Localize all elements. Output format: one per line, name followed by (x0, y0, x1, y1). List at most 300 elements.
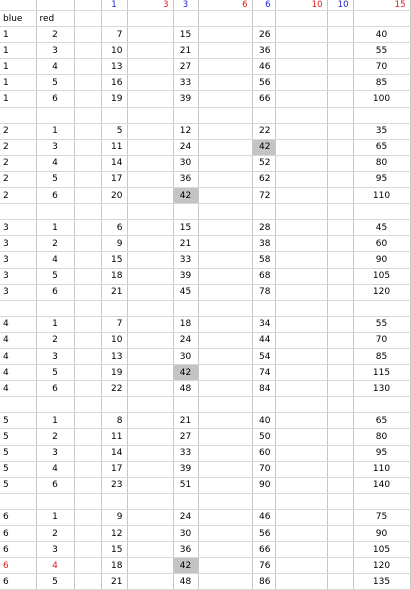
empty-cell[interactable] (198, 574, 252, 590)
value-cell-6[interactable]: 46 (252, 509, 275, 525)
value-cell-6[interactable]: 22 (252, 123, 275, 139)
value-cell-6[interactable]: 76 (252, 558, 275, 574)
value-cell-6[interactable]: 36 (252, 43, 275, 59)
empty-cell[interactable] (275, 11, 327, 27)
value-cell-10[interactable]: 60 (353, 236, 410, 252)
empty-cell[interactable] (127, 348, 173, 364)
empty-cell[interactable] (101, 107, 127, 123)
value-cell-6[interactable]: 84 (252, 381, 275, 397)
empty-cell[interactable] (0, 300, 36, 316)
empty-cell[interactable] (74, 204, 101, 220)
empty-cell[interactable] (327, 204, 353, 220)
value-cell-10[interactable]: 130 (353, 381, 410, 397)
value-cell-1[interactable]: 6 (101, 220, 127, 236)
value-cell-10[interactable]: 85 (353, 75, 410, 91)
empty-cell[interactable] (127, 252, 173, 268)
empty-cell[interactable] (173, 11, 198, 27)
empty-cell[interactable] (275, 155, 327, 171)
blue-value-cell[interactable]: 6 (0, 509, 36, 525)
value-cell-1[interactable]: 19 (101, 91, 127, 107)
empty-cell[interactable] (127, 542, 173, 558)
empty-cell[interactable] (275, 236, 327, 252)
value-cell-10[interactable]: 100 (353, 91, 410, 107)
value-cell-1[interactable]: 22 (101, 381, 127, 397)
empty-cell[interactable] (74, 188, 101, 204)
value-cell-3[interactable]: 36 (173, 542, 198, 558)
empty-cell[interactable] (198, 461, 252, 477)
value-cell-10[interactable]: 90 (353, 252, 410, 268)
empty-cell[interactable] (74, 558, 101, 574)
empty-cell[interactable] (275, 107, 327, 123)
empty-cell[interactable] (74, 43, 101, 59)
empty-cell[interactable] (198, 526, 252, 542)
empty-cell[interactable] (173, 493, 198, 509)
blue-value-cell[interactable]: 5 (0, 477, 36, 493)
empty-cell[interactable] (101, 300, 127, 316)
empty-cell[interactable] (127, 397, 173, 413)
value-cell-3[interactable]: 15 (173, 220, 198, 236)
empty-cell[interactable] (127, 381, 173, 397)
empty-cell[interactable] (198, 300, 252, 316)
empty-cell[interactable] (275, 316, 327, 332)
empty-cell[interactable] (127, 429, 173, 445)
empty-cell[interactable] (0, 397, 36, 413)
blue-value-cell[interactable]: 5 (0, 445, 36, 461)
value-cell-10[interactable]: 135 (353, 574, 410, 590)
red-value-cell[interactable]: 3 (36, 445, 74, 461)
empty-cell[interactable] (327, 461, 353, 477)
red-value-cell[interactable]: 2 (36, 429, 74, 445)
red-value-cell[interactable]: 1 (36, 413, 74, 429)
empty-cell[interactable] (275, 59, 327, 75)
empty-cell[interactable] (198, 236, 252, 252)
empty-cell[interactable] (327, 284, 353, 300)
value-cell-1[interactable]: 5 (101, 123, 127, 139)
empty-cell[interactable] (74, 574, 101, 590)
red-value-cell[interactable]: 3 (36, 542, 74, 558)
empty-cell[interactable] (198, 155, 252, 171)
value-cell-6[interactable]: 66 (252, 91, 275, 107)
empty-cell[interactable] (252, 11, 275, 27)
blue-value-cell[interactable]: 1 (0, 75, 36, 91)
value-cell-3[interactable]: 24 (173, 509, 198, 525)
value-cell-10[interactable]: 85 (353, 348, 410, 364)
value-cell-3[interactable]: 30 (173, 155, 198, 171)
empty-cell[interactable] (127, 171, 173, 187)
empty-cell[interactable] (74, 381, 101, 397)
red-value-cell[interactable]: 5 (36, 574, 74, 590)
empty-cell[interactable] (127, 558, 173, 574)
red-value-cell[interactable]: 5 (36, 171, 74, 187)
value-cell-6[interactable]: 28 (252, 220, 275, 236)
value-cell-6[interactable]: 54 (252, 348, 275, 364)
empty-cell[interactable] (252, 204, 275, 220)
blue-value-cell[interactable]: 4 (0, 316, 36, 332)
header-cell[interactable] (74, 0, 101, 11)
empty-cell[interactable] (198, 381, 252, 397)
empty-cell[interactable] (0, 107, 36, 123)
value-cell-6[interactable]: 56 (252, 75, 275, 91)
empty-cell[interactable] (198, 43, 252, 59)
red-value-cell[interactable]: 6 (36, 381, 74, 397)
value-cell-1[interactable]: 7 (101, 316, 127, 332)
blue-value-cell[interactable]: 6 (0, 574, 36, 590)
empty-cell[interactable] (127, 43, 173, 59)
red-value-cell[interactable]: 3 (36, 43, 74, 59)
empty-cell[interactable] (127, 91, 173, 107)
blue-value-cell[interactable]: 4 (0, 365, 36, 381)
value-cell-1[interactable]: 19 (101, 365, 127, 381)
empty-cell[interactable] (127, 188, 173, 204)
empty-cell[interactable] (275, 365, 327, 381)
header-cell[interactable] (36, 0, 74, 11)
empty-cell[interactable] (198, 27, 252, 43)
value-cell-10[interactable]: 120 (353, 284, 410, 300)
value-cell-10[interactable]: 110 (353, 188, 410, 204)
value-cell-10[interactable]: 45 (353, 220, 410, 236)
value-cell-6[interactable]: 58 (252, 252, 275, 268)
value-cell-3[interactable]: 15 (173, 27, 198, 43)
empty-cell[interactable] (198, 59, 252, 75)
value-cell-10[interactable]: 115 (353, 365, 410, 381)
empty-cell[interactable] (327, 27, 353, 43)
value-cell-1[interactable]: 8 (101, 413, 127, 429)
header-cell[interactable]: 6 (252, 0, 275, 11)
value-cell-1[interactable]: 18 (101, 558, 127, 574)
empty-cell[interactable] (275, 123, 327, 139)
empty-cell[interactable] (74, 155, 101, 171)
value-cell-6[interactable]: 68 (252, 268, 275, 284)
value-cell-6[interactable]: 26 (252, 27, 275, 43)
empty-cell[interactable] (275, 558, 327, 574)
empty-cell[interactable] (327, 413, 353, 429)
empty-cell[interactable] (127, 204, 173, 220)
empty-cell[interactable] (173, 107, 198, 123)
empty-cell[interactable] (327, 526, 353, 542)
value-cell-6[interactable]: 50 (252, 429, 275, 445)
empty-cell[interactable] (327, 11, 353, 27)
empty-cell[interactable] (74, 11, 101, 27)
empty-cell[interactable] (198, 348, 252, 364)
empty-cell[interactable] (275, 43, 327, 59)
empty-cell[interactable] (198, 123, 252, 139)
value-cell-3[interactable]: 24 (173, 139, 198, 155)
empty-cell[interactable] (74, 365, 101, 381)
empty-cell[interactable] (74, 493, 101, 509)
value-cell-1[interactable]: 7 (101, 27, 127, 43)
empty-cell[interactable] (327, 236, 353, 252)
value-cell-1[interactable]: 15 (101, 542, 127, 558)
empty-cell[interactable] (127, 445, 173, 461)
blue-value-cell[interactable]: 4 (0, 381, 36, 397)
empty-cell[interactable] (275, 477, 327, 493)
empty-cell[interactable] (0, 493, 36, 509)
empty-cell[interactable] (275, 574, 327, 590)
empty-cell[interactable] (275, 445, 327, 461)
empty-cell[interactable] (74, 429, 101, 445)
empty-cell[interactable] (127, 365, 173, 381)
empty-cell[interactable] (353, 493, 410, 509)
value-cell-6[interactable]: 60 (252, 445, 275, 461)
empty-cell[interactable] (127, 461, 173, 477)
value-cell-6[interactable]: 70 (252, 461, 275, 477)
empty-cell[interactable] (327, 252, 353, 268)
empty-cell[interactable] (127, 75, 173, 91)
value-cell-3[interactable]: 39 (173, 268, 198, 284)
value-cell-3[interactable]: 51 (173, 477, 198, 493)
value-cell-6[interactable]: 42 (252, 139, 275, 155)
red-value-cell[interactable]: 5 (36, 75, 74, 91)
blue-value-cell[interactable]: 6 (0, 526, 36, 542)
value-cell-6[interactable]: 90 (252, 477, 275, 493)
empty-cell[interactable] (198, 268, 252, 284)
value-cell-1[interactable]: 18 (101, 268, 127, 284)
empty-cell[interactable] (327, 316, 353, 332)
empty-cell[interactable] (198, 107, 252, 123)
value-cell-3[interactable]: 24 (173, 332, 198, 348)
empty-cell[interactable] (353, 204, 410, 220)
empty-cell[interactable] (127, 413, 173, 429)
empty-cell[interactable] (173, 204, 198, 220)
value-cell-6[interactable]: 72 (252, 188, 275, 204)
value-cell-1[interactable]: 17 (101, 171, 127, 187)
red-value-cell[interactable]: 4 (36, 461, 74, 477)
value-cell-3[interactable]: 21 (173, 43, 198, 59)
empty-cell[interactable] (327, 509, 353, 525)
value-cell-3[interactable]: 42 (173, 558, 198, 574)
value-cell-1[interactable]: 14 (101, 155, 127, 171)
empty-cell[interactable] (74, 139, 101, 155)
empty-cell[interactable] (327, 139, 353, 155)
red-value-cell[interactable]: 6 (36, 188, 74, 204)
red-value-cell[interactable]: 3 (36, 348, 74, 364)
empty-cell[interactable] (327, 268, 353, 284)
blue-value-cell[interactable]: 3 (0, 252, 36, 268)
empty-cell[interactable] (275, 204, 327, 220)
value-cell-1[interactable]: 13 (101, 59, 127, 75)
empty-cell[interactable] (327, 542, 353, 558)
red-value-cell[interactable]: 4 (36, 155, 74, 171)
empty-cell[interactable] (275, 171, 327, 187)
empty-cell[interactable] (275, 542, 327, 558)
value-cell-10[interactable]: 70 (353, 332, 410, 348)
empty-cell[interactable] (327, 348, 353, 364)
empty-cell[interactable] (327, 188, 353, 204)
value-cell-10[interactable]: 35 (353, 123, 410, 139)
header-cell[interactable]: 3 (173, 0, 198, 11)
empty-cell[interactable] (36, 300, 74, 316)
blue-value-cell[interactable]: 2 (0, 171, 36, 187)
empty-cell[interactable] (327, 59, 353, 75)
empty-cell[interactable] (198, 493, 252, 509)
value-cell-10[interactable]: 110 (353, 461, 410, 477)
empty-cell[interactable] (198, 188, 252, 204)
empty-cell[interactable] (275, 348, 327, 364)
empty-cell[interactable] (327, 574, 353, 590)
value-cell-6[interactable]: 86 (252, 574, 275, 590)
value-cell-10[interactable]: 95 (353, 445, 410, 461)
value-cell-3[interactable]: 21 (173, 236, 198, 252)
red-value-cell[interactable]: 3 (36, 139, 74, 155)
empty-cell[interactable] (74, 461, 101, 477)
value-cell-1[interactable]: 21 (101, 284, 127, 300)
empty-cell[interactable] (127, 284, 173, 300)
empty-cell[interactable] (198, 171, 252, 187)
empty-cell[interactable] (252, 300, 275, 316)
empty-cell[interactable] (74, 542, 101, 558)
empty-cell[interactable] (353, 397, 410, 413)
blue-value-cell[interactable]: 6 (0, 558, 36, 574)
red-value-cell[interactable]: 1 (36, 509, 74, 525)
value-cell-6[interactable]: 34 (252, 316, 275, 332)
red-value-cell[interactable]: 2 (36, 27, 74, 43)
blue-value-cell[interactable]: 2 (0, 188, 36, 204)
value-cell-3[interactable]: 30 (173, 526, 198, 542)
value-cell-3[interactable]: 48 (173, 574, 198, 590)
value-cell-3[interactable]: 42 (173, 365, 198, 381)
value-cell-6[interactable]: 62 (252, 171, 275, 187)
empty-cell[interactable] (198, 542, 252, 558)
empty-cell[interactable] (101, 397, 127, 413)
header-cell[interactable]: 6 (198, 0, 252, 11)
empty-cell[interactable] (74, 252, 101, 268)
value-cell-1[interactable]: 9 (101, 509, 127, 525)
empty-cell[interactable] (275, 429, 327, 445)
empty-cell[interactable] (275, 252, 327, 268)
value-cell-1[interactable]: 20 (101, 188, 127, 204)
blue-value-cell[interactable]: 3 (0, 236, 36, 252)
empty-cell[interactable] (127, 316, 173, 332)
empty-cell[interactable] (74, 123, 101, 139)
value-cell-1[interactable]: 10 (101, 43, 127, 59)
red-value-cell[interactable]: 5 (36, 365, 74, 381)
header-cell[interactable]: 15 (353, 0, 410, 11)
value-cell-10[interactable]: 65 (353, 139, 410, 155)
value-cell-3[interactable]: 33 (173, 252, 198, 268)
value-cell-6[interactable]: 74 (252, 365, 275, 381)
empty-cell[interactable] (327, 91, 353, 107)
empty-cell[interactable] (74, 91, 101, 107)
red-value-cell[interactable]: 2 (36, 236, 74, 252)
empty-cell[interactable] (36, 107, 74, 123)
blue-value-cell[interactable]: 3 (0, 268, 36, 284)
empty-cell[interactable] (198, 204, 252, 220)
empty-cell[interactable] (353, 107, 410, 123)
value-cell-1[interactable]: 15 (101, 252, 127, 268)
value-cell-6[interactable]: 52 (252, 155, 275, 171)
empty-cell[interactable] (275, 493, 327, 509)
red-value-cell[interactable]: 6 (36, 91, 74, 107)
value-cell-3[interactable]: 30 (173, 348, 198, 364)
empty-cell[interactable] (198, 220, 252, 236)
empty-cell[interactable] (74, 75, 101, 91)
empty-cell[interactable] (36, 397, 74, 413)
empty-cell[interactable] (127, 107, 173, 123)
value-cell-3[interactable]: 27 (173, 59, 198, 75)
empty-cell[interactable] (74, 509, 101, 525)
value-cell-3[interactable]: 33 (173, 445, 198, 461)
empty-cell[interactable] (74, 413, 101, 429)
value-cell-10[interactable]: 80 (353, 155, 410, 171)
empty-cell[interactable] (275, 27, 327, 43)
empty-cell[interactable] (74, 445, 101, 461)
empty-cell[interactable] (327, 123, 353, 139)
value-cell-10[interactable]: 75 (353, 509, 410, 525)
empty-cell[interactable] (101, 204, 127, 220)
value-cell-6[interactable]: 66 (252, 542, 275, 558)
value-cell-10[interactable]: 65 (353, 413, 410, 429)
blue-value-cell[interactable]: 5 (0, 429, 36, 445)
value-cell-10[interactable]: 70 (353, 59, 410, 75)
value-cell-1[interactable]: 14 (101, 445, 127, 461)
empty-cell[interactable] (127, 123, 173, 139)
empty-cell[interactable] (74, 268, 101, 284)
empty-cell[interactable] (127, 300, 173, 316)
header-cell[interactable]: 10 (275, 0, 327, 11)
value-cell-3[interactable]: 48 (173, 381, 198, 397)
empty-cell[interactable] (198, 11, 252, 27)
empty-cell[interactable] (74, 284, 101, 300)
value-cell-10[interactable]: 40 (353, 27, 410, 43)
value-cell-10[interactable]: 105 (353, 542, 410, 558)
empty-cell[interactable] (127, 220, 173, 236)
empty-cell[interactable] (198, 413, 252, 429)
value-cell-10[interactable]: 90 (353, 526, 410, 542)
empty-cell[interactable] (327, 397, 353, 413)
empty-cell[interactable] (327, 477, 353, 493)
empty-cell[interactable] (327, 558, 353, 574)
empty-cell[interactable] (275, 300, 327, 316)
blue-value-cell[interactable]: 4 (0, 332, 36, 348)
empty-cell[interactable] (127, 493, 173, 509)
empty-cell[interactable] (74, 397, 101, 413)
empty-cell[interactable] (127, 477, 173, 493)
empty-cell[interactable] (327, 429, 353, 445)
empty-cell[interactable] (252, 107, 275, 123)
empty-cell[interactable] (127, 236, 173, 252)
empty-cell[interactable] (101, 11, 127, 27)
header-cell[interactable]: 3 (127, 0, 173, 11)
empty-cell[interactable] (353, 11, 410, 27)
empty-cell[interactable] (101, 493, 127, 509)
empty-cell[interactable] (74, 220, 101, 236)
empty-cell[interactable] (327, 365, 353, 381)
blue-value-cell[interactable]: 4 (0, 348, 36, 364)
value-cell-1[interactable]: 9 (101, 236, 127, 252)
empty-cell[interactable] (353, 300, 410, 316)
empty-cell[interactable] (74, 316, 101, 332)
empty-cell[interactable] (327, 75, 353, 91)
blue-value-cell[interactable]: 3 (0, 284, 36, 300)
empty-cell[interactable] (275, 91, 327, 107)
empty-cell[interactable] (275, 526, 327, 542)
empty-cell[interactable] (74, 27, 101, 43)
empty-cell[interactable] (127, 139, 173, 155)
value-cell-6[interactable]: 38 (252, 236, 275, 252)
empty-cell[interactable] (198, 445, 252, 461)
value-cell-10[interactable]: 120 (353, 558, 410, 574)
red-value-cell[interactable]: 4 (36, 252, 74, 268)
value-cell-6[interactable]: 78 (252, 284, 275, 300)
value-cell-6[interactable]: 46 (252, 59, 275, 75)
value-cell-1[interactable]: 21 (101, 574, 127, 590)
empty-cell[interactable] (252, 397, 275, 413)
empty-cell[interactable] (127, 155, 173, 171)
value-cell-10[interactable]: 95 (353, 171, 410, 187)
header-cell[interactable]: 1 (101, 0, 127, 11)
red-value-cell[interactable]: 1 (36, 316, 74, 332)
empty-cell[interactable] (127, 11, 173, 27)
